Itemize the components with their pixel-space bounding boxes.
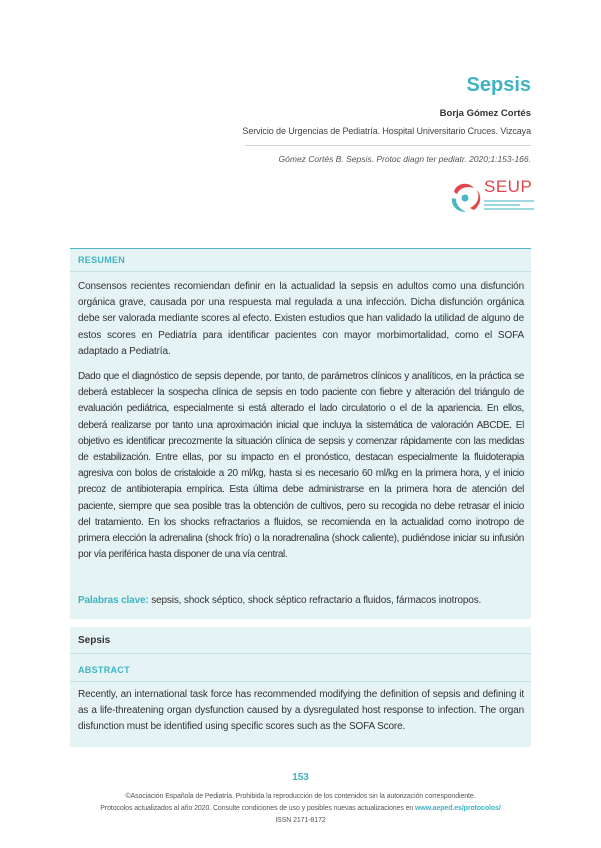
abstract-paragraph: Recently, an international task force has recommended modifying the definition of sepsis and defining it as a life-threatening organ dysfunction caused by a dysregulated host response to infection. The organ disfunction must be identified using specific scores such as the SOFA Score. bbox=[78, 689, 524, 733]
resumen-paragraph-1: Consensos recientes recomiendan definir en la actualidad la sepsis en adultos como una disfunción orgánica grave, causada por una respuesta mal regulada a una infección. Dicha disfunción orgánica debe ser valorada mediante scores al efecto. Existen estudios que han validado la utilidad de alguno de estos scores en Pediatría para identificar pacientes con mayor morbimortalidad, como el SOFA adaptado a Pediatría. bbox=[78, 281, 524, 357]
article-title: Sepsis bbox=[466, 74, 531, 96]
protocol-link[interactable]: www.aeped.es/protocolos/ bbox=[415, 805, 501, 812]
keywords-label: Palabras clave: bbox=[78, 595, 149, 606]
issn: ISSN 2171-8172 bbox=[275, 817, 326, 824]
author-affiliation: Servicio de Urgencias de Pediatría. Hospital Universitario Cruces. Vizcaya bbox=[242, 126, 531, 136]
resumen-box bbox=[70, 248, 531, 619]
page-number: 153 bbox=[292, 772, 309, 783]
abstract-title-divider bbox=[70, 653, 531, 654]
resumen-divider bbox=[70, 271, 531, 272]
abstract-divider bbox=[70, 681, 531, 682]
logo-wordmark: SEUP bbox=[484, 177, 533, 196]
logo-subtitle-lines bbox=[484, 198, 534, 210]
citation: Gómez Cortés B. Sepsis. Protoc diagn ter pediatr. 2020;1:153-166. bbox=[278, 154, 531, 164]
copyright-line: ©Asociación Española de Pediatría. Prohibida la reproducción de los contenidos sin la autorización correspondiente. bbox=[125, 793, 476, 800]
resumen-label: RESUMEN bbox=[78, 255, 126, 265]
abstract-label: ABSTRACT bbox=[78, 665, 130, 675]
protocol-line bbox=[0, 805, 601, 812]
abstract-title: Sepsis bbox=[78, 635, 111, 646]
resumen-paragraph-2: Dado que el diagnóstico de sepsis depende, por tanto, de parámetros clínicos y analíticos, en la práctica se deberá establecer la sospecha clínica de sepsis en todo paciente con fiebre y alteración del triángulo de evaluación pediátrica, especialmente si está alterado el lado circulatorio o el de la apariencia. En ellos, deberá realizarse por tanto una aproximación inicial que incluya la sistemática de valoración ABCDE. El objetivo es identificar precozmente la situación clínica de sepsis y comenzar rápidamente con las medidas de estabilización. Entre ellas, por su impacto en el pronóstico, destacan especialmente la fluidoterapia agresiva con bolos de cristaloide a 20 ml/kg, hasta si es necesario 60 ml/kg en la primera hora, y el inicio precoz de antibioterapia empírica. Esta última debe administrarse en la primera hora de atención del paciente, siempre que sea posible tras la obtención de cultivos, pero su recogida no debe retrasar el inicio del tratamiento. En los shocks refractarios a fluidos, se recomienda en la actualidad como inotropo de primera elección la adrenalina (shock frío) o la noradrenalina (shock caliente), pudiéndose iniciar su infusión por vía periférica hasta disponer de una vía central. bbox=[78, 371, 524, 561]
keywords-text: sepsis, shock séptico, shock séptico refractario a fluidos, fármacos inotropos. bbox=[151, 595, 482, 606]
abstract-box bbox=[70, 627, 531, 747]
author-name: Borja Gómez Cortés bbox=[439, 108, 531, 119]
header-divider bbox=[245, 145, 531, 146]
keywords bbox=[78, 593, 524, 609]
protocol-text: Protocolos actualizados al año 2020. Consulte condiciones de uso y posibles nuevas actualizaciones en bbox=[100, 805, 414, 812]
